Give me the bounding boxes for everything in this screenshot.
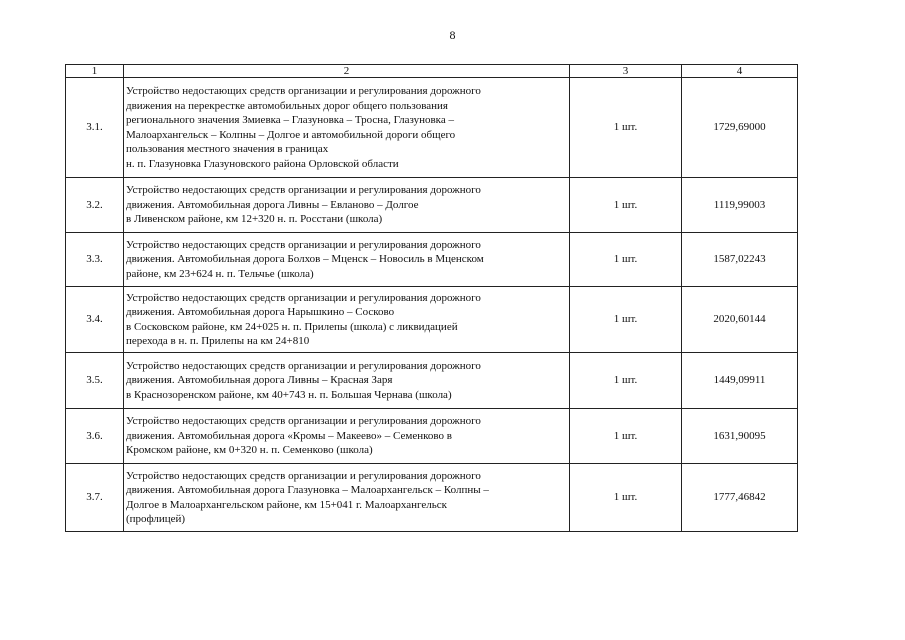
- work-description: [124, 464, 570, 532]
- work-description: [124, 233, 570, 287]
- column-header-3: 3: [570, 65, 682, 78]
- description-line: движения. Автомобильная дорога Болхов – Мценск – Новосиль в Мценском: [126, 253, 484, 266]
- table-row: [66, 409, 798, 464]
- row-number: 3.6.: [66, 409, 124, 464]
- column-header-1: 1: [66, 65, 124, 78]
- description-line: Устройство недостающих средств организации и регулирования дорожного: [126, 184, 481, 197]
- quantity-cell: 1 шт.: [570, 233, 682, 287]
- description-line: Устройство недостающих средств организации и регулирования дорожного: [126, 359, 481, 372]
- table-row: [66, 178, 798, 233]
- quantity-cell: 1 шт.: [570, 178, 682, 233]
- column-header-4: 4: [682, 65, 798, 78]
- description-line: в Ливенском районе, км 12+320 н. п. Росстани (школа): [126, 213, 383, 226]
- description-line: Устройство недостающих средств организации и регулирования дорожного: [126, 469, 481, 482]
- cost-cell: 1119,99003: [682, 178, 798, 233]
- row-number: 3.7.: [66, 464, 124, 532]
- quantity-cell: 1 шт.: [570, 78, 682, 178]
- cost-cell: 1777,46842: [682, 464, 798, 532]
- row-number: 3.2.: [66, 178, 124, 233]
- works-table: [65, 64, 798, 532]
- description-line: районе, км 23+624 н. п. Тельчье (школа): [126, 267, 314, 280]
- description-line: Кромском районе, км 0+320 н. п. Семенково (школа): [126, 444, 373, 457]
- quantity-cell: 1 шт.: [570, 287, 682, 353]
- description-line: Малоархангельск – Колпны – Долгое и автомобильной дороги общего: [126, 128, 456, 141]
- quantity-cell: 1 шт.: [570, 409, 682, 464]
- description-line: Устройство недостающих средств организации и регулирования дорожного: [126, 291, 481, 304]
- row-number: 3.1.: [66, 78, 124, 178]
- description-line: Устройство недостающих средств организации и регулирования дорожного: [126, 238, 481, 251]
- table-row: [66, 78, 798, 178]
- table-row: [66, 233, 798, 287]
- quantity-cell: 1 шт.: [570, 353, 682, 409]
- description-line: движения. Автомобильная дорога Ливны – Красная Заря: [126, 374, 393, 387]
- work-description: [124, 78, 570, 178]
- cost-cell: 2020,60144: [682, 287, 798, 353]
- description-line: (профлицей): [126, 513, 186, 525]
- cost-cell: 1729,69000: [682, 78, 798, 178]
- page-number: 8: [449, 28, 456, 42]
- cost-cell: 1587,02243: [682, 233, 798, 287]
- table-row: [66, 464, 798, 532]
- description-line: Устройство недостающих средств организации и регулирования дорожного: [126, 85, 481, 97]
- work-description: [124, 353, 570, 409]
- work-description: [124, 178, 570, 233]
- cost-cell: 1631,90095: [682, 409, 798, 464]
- work-description: [124, 409, 570, 464]
- table-header-row: [66, 65, 798, 78]
- description-line: в Сосковском районе, км 24+025 н. п. Прилепы (школа) с ликвидацией: [126, 320, 458, 333]
- table-row: [66, 287, 798, 353]
- quantity-cell: 1 шт.: [570, 464, 682, 532]
- column-header-2: 2: [124, 65, 570, 78]
- description-line: движения. Автомобильная дорога «Кромы – Макеево» – Семенково в: [126, 429, 452, 442]
- description-line: движения. Автомобильная дорога Нарышкино – Сосково: [126, 306, 395, 318]
- description-line: пользования местного значения в границах: [126, 143, 329, 155]
- row-number: 3.4.: [66, 287, 124, 353]
- row-number: 3.3.: [66, 233, 124, 287]
- row-number: 3.5.: [66, 353, 124, 409]
- description-line: движения на перекрестке автомобильных дорог общего пользования: [126, 99, 448, 112]
- description-line: в Краснозоренском районе, км 40+743 н. п. Большая Чернава (школа): [126, 388, 452, 401]
- table-row: [66, 353, 798, 409]
- description-line: н. п. Глазуновка Глазуновского района Орловской области: [126, 157, 399, 170]
- description-line: Долгое в Малоархангельском районе, км 15+041 г. Малоархангельск: [126, 498, 448, 511]
- description-line: движения. Автомобильная дорога Глазуновка – Малоархангельск – Колпны –: [126, 484, 489, 496]
- description-line: перехода в н. п. Прилепы на км 24+810: [126, 335, 310, 347]
- description-line: Устройство недостающих средств организации и регулирования дорожного: [126, 415, 481, 428]
- description-line: регионального значения Змиевка – Глазуновка – Тросна, Глазуновка –: [126, 114, 454, 126]
- description-line: движения. Автомобильная дорога Ливны – Евланово – Долгое: [126, 198, 419, 211]
- work-description: [124, 287, 570, 353]
- cost-cell: 1449,09911: [682, 353, 798, 409]
